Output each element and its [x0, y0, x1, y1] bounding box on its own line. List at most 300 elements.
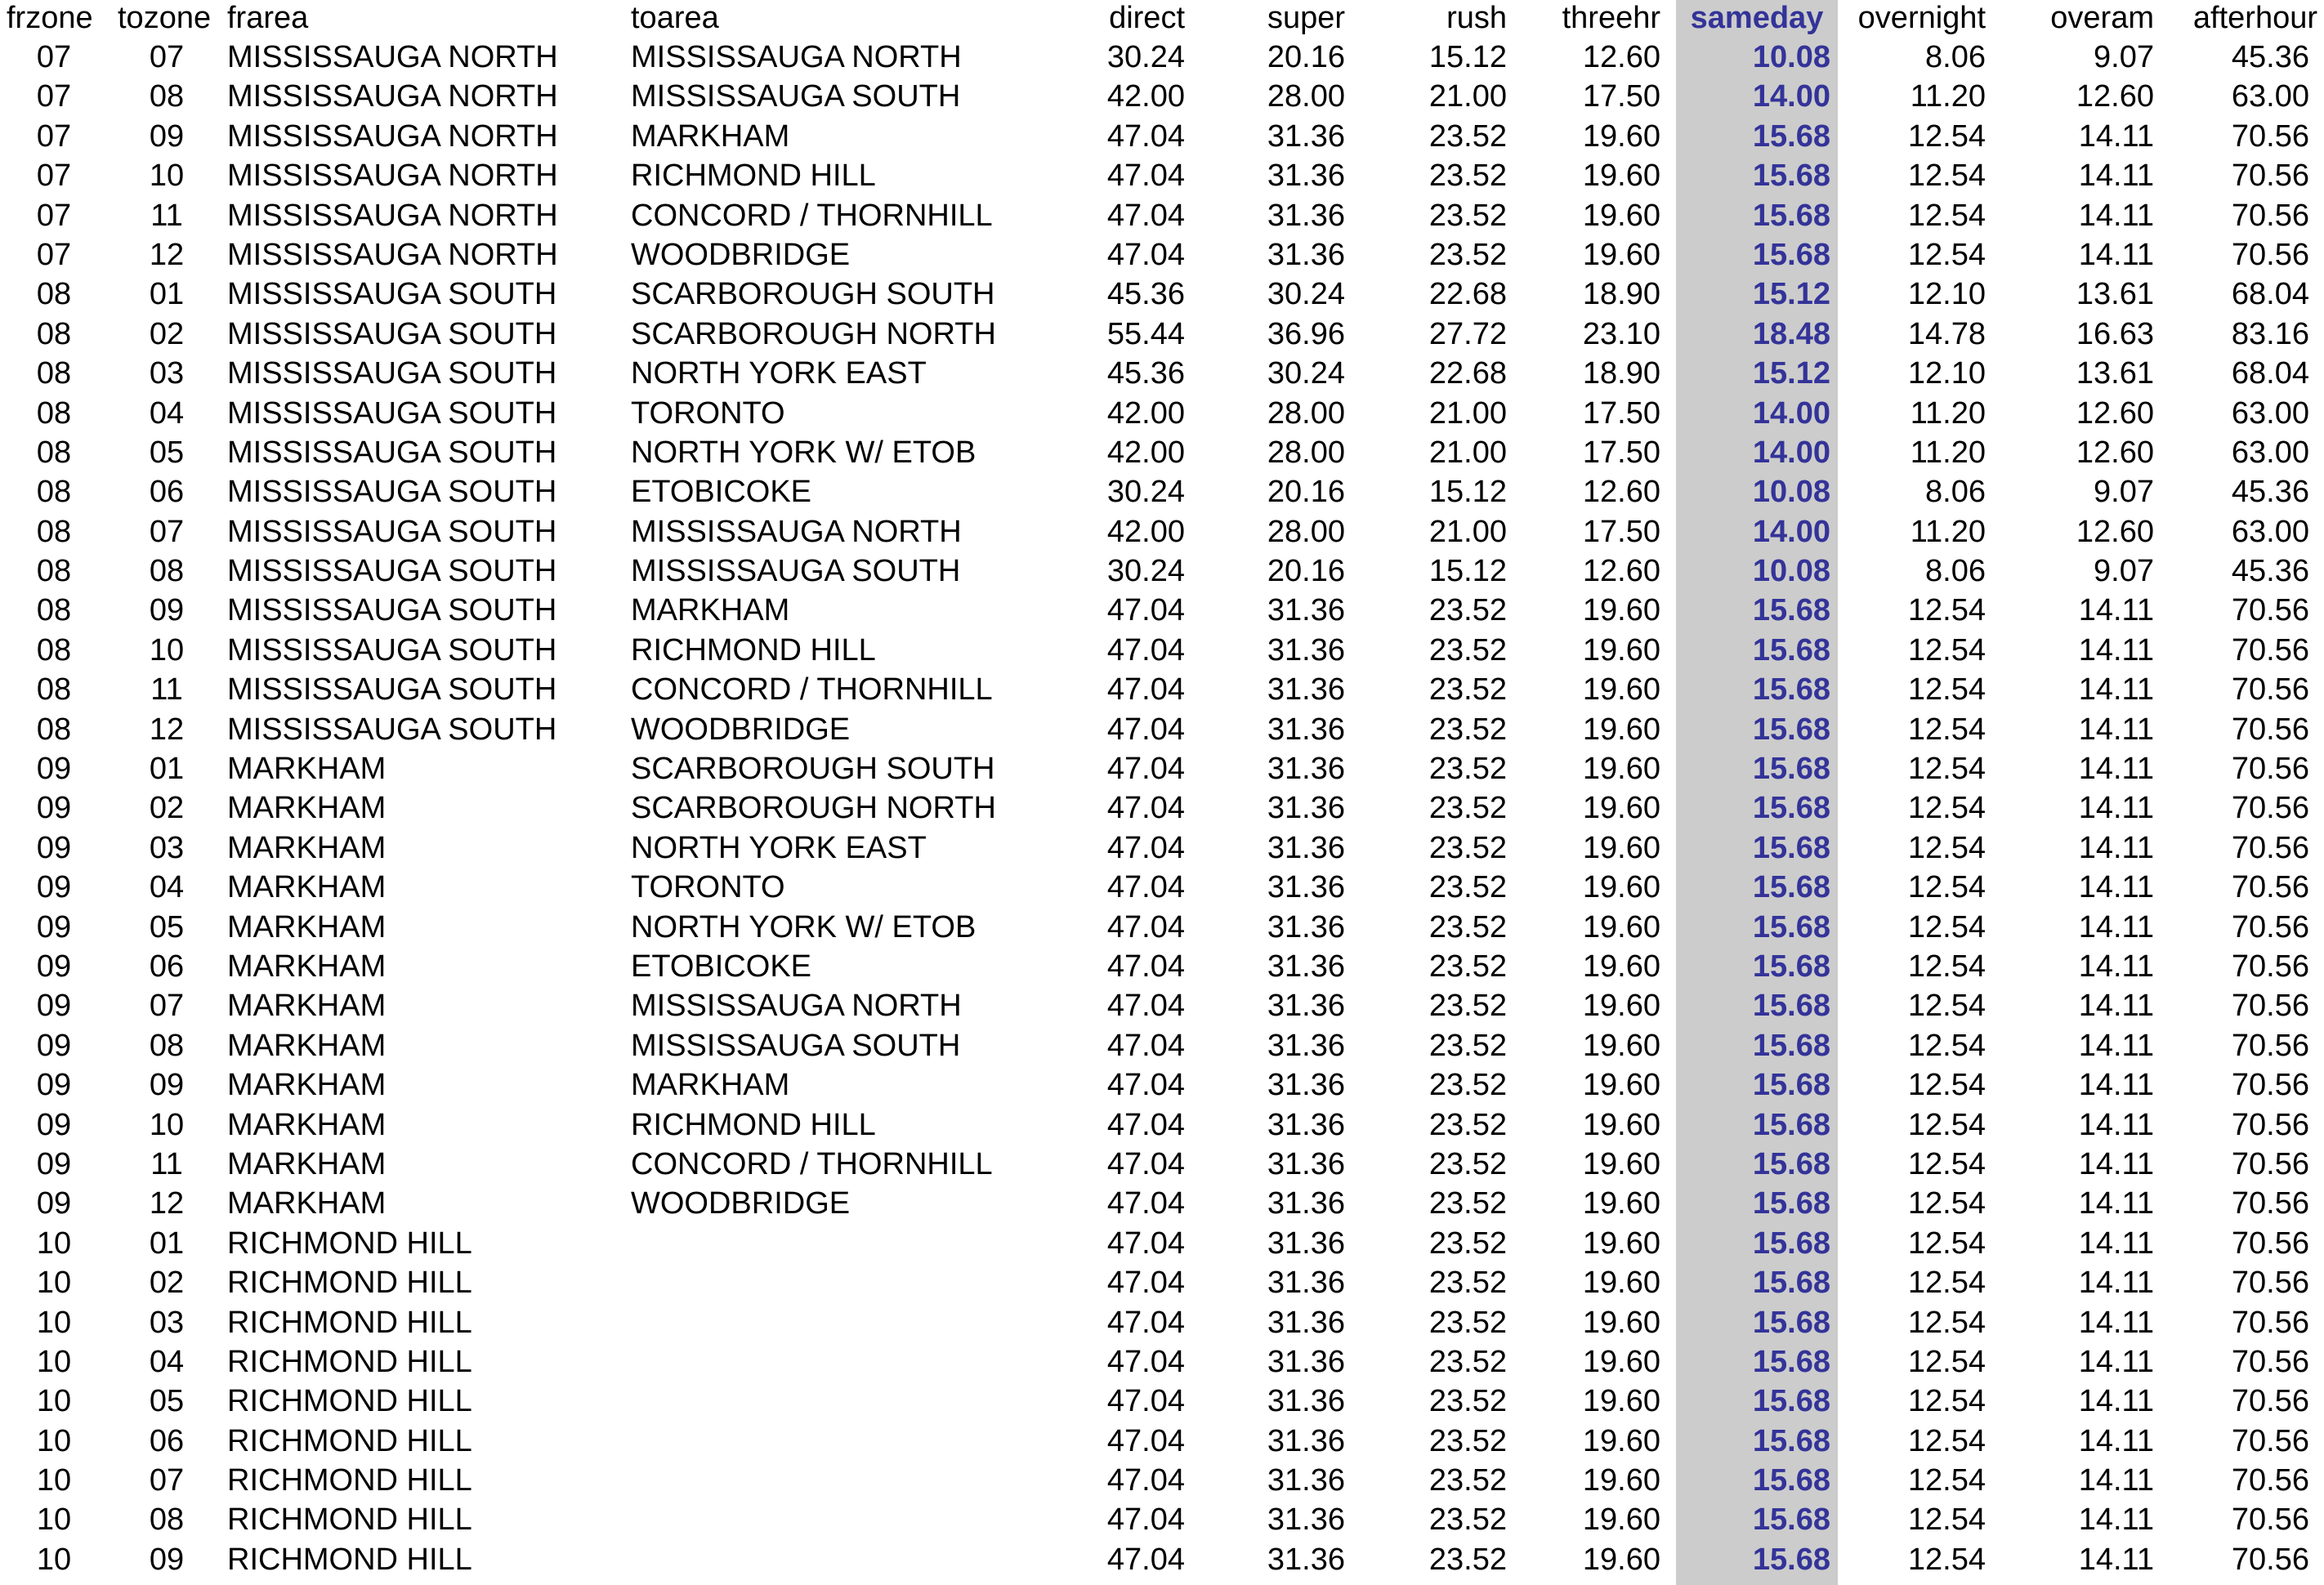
- cell-toarea[interactable]: [631, 1263, 1039, 1302]
- cell-direct[interactable]: 47.04: [1106, 1463, 1185, 1498]
- cell-overam[interactable]: 14.11: [2078, 672, 2154, 708]
- cell-rush[interactable]: 23.52: [1428, 1542, 1507, 1577]
- cell-overnight[interactable]: 12.54: [1907, 712, 1986, 747]
- cell-super[interactable]: 31.36: [1267, 1423, 1345, 1458]
- cell-frarea[interactable]: MISSISSAUGA NORTH: [227, 158, 558, 194]
- cell-super[interactable]: 31.36: [1267, 1502, 1345, 1538]
- cell-direct[interactable]: 47.04: [1106, 870, 1185, 905]
- cell-frarea[interactable]: MISSISSAUGA SOUTH: [227, 316, 557, 351]
- cell-sameday[interactable]: 15.68: [1752, 593, 1830, 628]
- cell-overam[interactable]: 14.11: [2078, 1107, 2154, 1142]
- cell-frarea[interactable]: RICHMOND HILL: [227, 1384, 472, 1419]
- cell-frzone[interactable]: 08: [36, 593, 72, 628]
- cell-rush[interactable]: 23.52: [1428, 1186, 1507, 1221]
- cell-afterhour[interactable]: 68.04: [2231, 277, 2309, 312]
- cell-toarea[interactable]: MISSISSAUGA NORTH: [631, 40, 962, 74]
- cell-frzone[interactable]: 10: [36, 1226, 72, 1261]
- cell-rush[interactable]: 23.52: [1428, 1305, 1507, 1340]
- cell-afterhour[interactable]: 45.36: [2231, 475, 2309, 510]
- cell-sameday[interactable]: 18.48: [1752, 316, 1830, 351]
- cell-super[interactable]: 31.36: [1267, 1226, 1345, 1261]
- cell-threehr[interactable]: 19.60: [1582, 1502, 1660, 1538]
- header-overnight[interactable]: overnight: [1857, 1, 1986, 35]
- cell-rush[interactable]: 21.00: [1428, 514, 1507, 549]
- cell-overam[interactable]: 14.11: [2078, 1542, 2154, 1577]
- cell-tozone[interactable]: 04: [149, 395, 185, 431]
- cell-frzone[interactable]: 09: [36, 1107, 72, 1142]
- cell-super[interactable]: 31.36: [1267, 1266, 1345, 1301]
- cell-tozone[interactable]: 07: [149, 1463, 185, 1498]
- cell-threehr[interactable]: 12.60: [1582, 40, 1660, 74]
- cell-toarea[interactable]: RICHMOND HILL: [631, 1107, 876, 1142]
- cell-tozone[interactable]: 01: [149, 752, 185, 787]
- cell-rush[interactable]: 23.52: [1428, 791, 1507, 826]
- cell-super[interactable]: 31.36: [1267, 1542, 1345, 1577]
- cell-overnight[interactable]: 12.54: [1907, 1384, 1986, 1419]
- cell-tozone[interactable]: 08: [149, 1028, 185, 1063]
- cell-frzone[interactable]: 07: [36, 158, 72, 194]
- cell-rush[interactable]: 21.00: [1428, 435, 1507, 470]
- cell-threehr[interactable]: 18.90: [1582, 277, 1660, 312]
- cell-toarea[interactable]: MISSISSAUGA SOUTH: [631, 79, 961, 114]
- cell-toarea[interactable]: NORTH YORK W/ ETOB: [631, 909, 977, 944]
- cell-overnight[interactable]: 12.54: [1907, 632, 1986, 667]
- cell-tozone[interactable]: 11: [150, 672, 183, 708]
- cell-sameday[interactable]: 15.68: [1752, 1502, 1830, 1538]
- header-rush[interactable]: rush: [1446, 1, 1507, 35]
- cell-tozone[interactable]: 07: [149, 514, 185, 549]
- cell-super[interactable]: 28.00: [1267, 435, 1345, 470]
- cell-sameday[interactable]: 15.68: [1752, 712, 1830, 747]
- cell-rush[interactable]: 23.52: [1428, 118, 1507, 154]
- cell-rush[interactable]: 23.52: [1428, 672, 1507, 708]
- cell-super[interactable]: 31.36: [1267, 1186, 1345, 1221]
- cell-direct[interactable]: 47.04: [1106, 1146, 1185, 1181]
- cell-toarea[interactable]: [631, 1500, 1039, 1539]
- cell-threehr[interactable]: 19.60: [1582, 752, 1660, 787]
- header-toarea[interactable]: toarea: [631, 1, 719, 35]
- cell-sameday[interactable]: 10.08: [1752, 475, 1830, 510]
- cell-sameday[interactable]: 14.00: [1752, 514, 1830, 549]
- cell-threehr[interactable]: 19.60: [1582, 1423, 1660, 1458]
- cell-super[interactable]: 31.36: [1267, 1107, 1345, 1142]
- cell-tozone[interactable]: 10: [149, 1107, 185, 1142]
- cell-direct[interactable]: 42.00: [1106, 79, 1185, 114]
- cell-frarea[interactable]: RICHMOND HILL: [227, 1226, 472, 1261]
- cell-threehr[interactable]: 17.50: [1582, 395, 1660, 431]
- cell-toarea[interactable]: SCARBOROUGH SOUTH: [631, 752, 995, 787]
- cell-frarea[interactable]: MARKHAM: [227, 1028, 387, 1063]
- cell-overnight[interactable]: 12.54: [1907, 1344, 1986, 1379]
- cell-overnight[interactable]: 12.10: [1907, 356, 1986, 391]
- cell-overnight[interactable]: 8.06: [1925, 554, 1986, 589]
- cell-toarea[interactable]: MARKHAM: [631, 118, 790, 154]
- cell-sameday[interactable]: 15.68: [1752, 1463, 1830, 1498]
- cell-super[interactable]: 31.36: [1267, 791, 1345, 826]
- cell-frarea[interactable]: MISSISSAUGA SOUTH: [227, 672, 557, 708]
- cell-sameday[interactable]: 15.68: [1752, 1107, 1830, 1142]
- cell-frzone[interactable]: 09: [36, 1146, 72, 1181]
- cell-threehr[interactable]: 23.10: [1582, 316, 1660, 351]
- cell-sameday[interactable]: 15.12: [1752, 356, 1830, 391]
- cell-frzone[interactable]: 10: [36, 1502, 72, 1538]
- cell-sameday[interactable]: 15.68: [1752, 1266, 1830, 1301]
- cell-tozone[interactable]: 06: [149, 1423, 185, 1458]
- cell-tozone[interactable]: 07: [149, 989, 185, 1024]
- cell-rush[interactable]: 23.52: [1428, 949, 1507, 984]
- cell-threehr[interactable]: 19.60: [1582, 237, 1660, 272]
- cell-afterhour[interactable]: 70.56: [2231, 1266, 2309, 1301]
- cell-rush[interactable]: 23.52: [1428, 593, 1507, 628]
- cell-sameday[interactable]: 15.68: [1752, 949, 1830, 984]
- cell-tozone[interactable]: 07: [149, 40, 185, 74]
- cell-afterhour[interactable]: 70.56: [2231, 909, 2309, 944]
- cell-overam[interactable]: 14.11: [2078, 830, 2154, 865]
- cell-frarea[interactable]: MARKHAM: [227, 989, 387, 1024]
- cell-tozone[interactable]: 04: [149, 1344, 185, 1379]
- cell-toarea[interactable]: ETOBICOKE: [631, 475, 812, 510]
- cell-afterhour[interactable]: 70.56: [2231, 1502, 2309, 1538]
- cell-tozone[interactable]: 11: [150, 1146, 183, 1181]
- cell-tozone[interactable]: 06: [149, 949, 185, 984]
- cell-overam[interactable]: 12.60: [2076, 395, 2154, 431]
- cell-toarea[interactable]: CONCORD / THORNHILL: [631, 1146, 993, 1181]
- cell-tozone[interactable]: 05: [149, 1384, 185, 1419]
- cell-rush[interactable]: 23.52: [1428, 237, 1507, 272]
- cell-overam[interactable]: 14.11: [2078, 593, 2154, 628]
- cell-rush[interactable]: 23.52: [1428, 752, 1507, 787]
- cell-sameday[interactable]: 15.68: [1752, 672, 1830, 708]
- cell-threehr[interactable]: 19.60: [1582, 593, 1660, 628]
- cell-afterhour[interactable]: 63.00: [2231, 514, 2309, 549]
- cell-toarea[interactable]: MISSISSAUGA SOUTH: [631, 554, 961, 589]
- cell-tozone[interactable]: 09: [149, 1068, 185, 1103]
- cell-toarea[interactable]: [631, 1382, 1039, 1421]
- cell-afterhour[interactable]: 63.00: [2231, 395, 2309, 431]
- cell-overnight[interactable]: 12.54: [1907, 830, 1986, 865]
- cell-tozone[interactable]: 12: [149, 1186, 185, 1221]
- cell-sameday[interactable]: 10.08: [1752, 40, 1830, 74]
- cell-afterhour[interactable]: 70.56: [2231, 593, 2309, 628]
- cell-frzone[interactable]: 09: [36, 949, 72, 984]
- cell-frarea[interactable]: MISSISSAUGA NORTH: [227, 79, 558, 114]
- cell-overnight[interactable]: 12.54: [1907, 118, 1986, 154]
- cell-threehr[interactable]: 19.60: [1582, 672, 1660, 708]
- cell-frzone[interactable]: 07: [36, 79, 72, 114]
- cell-direct[interactable]: 47.04: [1106, 1542, 1185, 1577]
- cell-sameday[interactable]: 15.68: [1752, 830, 1830, 865]
- cell-tozone[interactable]: 08: [149, 1502, 185, 1538]
- cell-direct[interactable]: 47.04: [1106, 198, 1185, 233]
- cell-overnight[interactable]: 12.54: [1907, 1068, 1986, 1103]
- cell-frarea[interactable]: MISSISSAUGA NORTH: [227, 237, 558, 272]
- cell-tozone[interactable]: 02: [149, 791, 185, 826]
- cell-overnight[interactable]: 12.54: [1907, 158, 1986, 194]
- cell-overnight[interactable]: 12.54: [1907, 1266, 1986, 1301]
- cell-overam[interactable]: 14.11: [2078, 1226, 2154, 1261]
- header-direct[interactable]: direct: [1109, 1, 1185, 35]
- cell-overnight[interactable]: 12.54: [1907, 198, 1986, 233]
- cell-frzone[interactable]: 07: [36, 198, 72, 233]
- cell-frarea[interactable]: MISSISSAUGA SOUTH: [227, 514, 557, 549]
- cell-frarea[interactable]: MARKHAM: [227, 870, 387, 905]
- cell-frarea[interactable]: MISSISSAUGA NORTH: [227, 118, 558, 154]
- cell-afterhour[interactable]: 70.56: [2231, 949, 2309, 984]
- cell-super[interactable]: 31.36: [1267, 989, 1345, 1024]
- cell-overnight[interactable]: 12.10: [1907, 277, 1986, 312]
- cell-sameday[interactable]: 15.68: [1752, 198, 1830, 233]
- cell-super[interactable]: 31.36: [1267, 1384, 1345, 1419]
- cell-toarea[interactable]: WOODBRIDGE: [631, 237, 851, 272]
- header-tozone[interactable]: tozone: [118, 1, 212, 35]
- cell-sameday[interactable]: 15.68: [1752, 989, 1830, 1024]
- cell-rush[interactable]: 22.68: [1428, 356, 1507, 391]
- cell-frzone[interactable]: 08: [36, 395, 72, 431]
- cell-frzone[interactable]: 10: [36, 1384, 72, 1419]
- cell-afterhour[interactable]: 63.00: [2231, 435, 2309, 470]
- cell-super[interactable]: 31.36: [1267, 1028, 1345, 1063]
- cell-super[interactable]: 31.36: [1267, 712, 1345, 747]
- cell-overam[interactable]: 14.11: [2078, 870, 2154, 905]
- cell-super[interactable]: 31.36: [1267, 1305, 1345, 1340]
- cell-sameday[interactable]: 15.68: [1752, 1028, 1830, 1063]
- cell-overnight[interactable]: 12.54: [1907, 791, 1986, 826]
- cell-sameday[interactable]: 15.68: [1752, 158, 1830, 194]
- cell-frzone[interactable]: 09: [36, 791, 72, 826]
- cell-sameday[interactable]: 15.68: [1752, 1186, 1830, 1221]
- cell-super[interactable]: 31.36: [1267, 672, 1345, 708]
- cell-overam[interactable]: 9.07: [2094, 40, 2154, 74]
- cell-threehr[interactable]: 19.60: [1582, 1068, 1660, 1103]
- cell-overnight[interactable]: 11.20: [1910, 395, 1986, 431]
- cell-toarea[interactable]: CONCORD / THORNHILL: [631, 672, 993, 708]
- cell-tozone[interactable]: 03: [149, 1305, 185, 1340]
- cell-threehr[interactable]: 17.50: [1582, 79, 1660, 114]
- cell-tozone[interactable]: 10: [149, 158, 185, 194]
- cell-frarea[interactable]: MARKHAM: [227, 949, 387, 984]
- cell-rush[interactable]: 23.52: [1428, 1146, 1507, 1181]
- cell-toarea[interactable]: WOODBRIDGE: [631, 712, 851, 747]
- cell-direct[interactable]: 47.04: [1106, 909, 1185, 944]
- cell-toarea[interactable]: NORTH YORK EAST: [631, 830, 927, 865]
- cell-frarea[interactable]: RICHMOND HILL: [227, 1542, 472, 1577]
- cell-direct[interactable]: 47.04: [1106, 1344, 1185, 1379]
- cell-afterhour[interactable]: 70.56: [2231, 989, 2309, 1024]
- cell-toarea[interactable]: MISSISSAUGA NORTH: [631, 989, 962, 1024]
- cell-direct[interactable]: 45.36: [1106, 356, 1185, 391]
- cell-threehr[interactable]: 17.50: [1582, 514, 1660, 549]
- header-threehr[interactable]: threehr: [1562, 1, 1660, 35]
- cell-overnight[interactable]: 12.54: [1907, 1463, 1986, 1498]
- cell-frarea[interactable]: MARKHAM: [227, 1068, 387, 1103]
- cell-overnight[interactable]: 12.54: [1907, 1028, 1986, 1063]
- cell-super[interactable]: 31.36: [1267, 830, 1345, 865]
- cell-direct[interactable]: 47.04: [1106, 593, 1185, 628]
- cell-threehr[interactable]: 19.60: [1582, 1344, 1660, 1379]
- cell-rush[interactable]: 23.52: [1428, 1107, 1507, 1142]
- cell-overam[interactable]: 14.11: [2078, 949, 2154, 984]
- cell-sameday[interactable]: 15.68: [1752, 791, 1830, 826]
- cell-overam[interactable]: 14.11: [2078, 1146, 2154, 1181]
- cell-overam[interactable]: 14.11: [2078, 1344, 2154, 1379]
- cell-frarea[interactable]: MARKHAM: [227, 1146, 387, 1181]
- cell-tozone[interactable]: 01: [149, 1226, 185, 1261]
- cell-super[interactable]: 28.00: [1267, 514, 1345, 549]
- cell-frzone[interactable]: 08: [36, 356, 72, 391]
- cell-threehr[interactable]: 19.60: [1582, 1463, 1660, 1498]
- cell-tozone[interactable]: 11: [150, 198, 183, 233]
- cell-threehr[interactable]: 19.60: [1582, 1384, 1660, 1419]
- cell-direct[interactable]: 47.04: [1106, 1186, 1185, 1221]
- cell-frarea[interactable]: MISSISSAUGA SOUTH: [227, 632, 557, 667]
- cell-afterhour[interactable]: 70.56: [2231, 118, 2309, 154]
- cell-direct[interactable]: 47.04: [1106, 1107, 1185, 1142]
- header-frzone[interactable]: frzone: [7, 1, 93, 35]
- cell-sameday[interactable]: 15.68: [1752, 1146, 1830, 1181]
- cell-threehr[interactable]: 19.60: [1582, 158, 1660, 194]
- cell-frarea[interactable]: MARKHAM: [227, 791, 387, 826]
- cell-toarea[interactable]: MARKHAM: [631, 1068, 790, 1103]
- cell-threehr[interactable]: 18.90: [1582, 356, 1660, 391]
- cell-overam[interactable]: 14.11: [2078, 237, 2154, 272]
- cell-sameday[interactable]: 15.68: [1752, 870, 1830, 905]
- cell-frzone[interactable]: 08: [36, 514, 72, 549]
- cell-frzone[interactable]: 08: [36, 712, 72, 747]
- cell-overam[interactable]: 9.07: [2094, 554, 2154, 589]
- cell-threehr[interactable]: 19.60: [1582, 1226, 1660, 1261]
- cell-direct[interactable]: 30.24: [1106, 554, 1185, 589]
- cell-toarea[interactable]: NORTH YORK W/ ETOB: [631, 435, 977, 470]
- cell-overnight[interactable]: 11.20: [1910, 79, 1986, 114]
- cell-overnight[interactable]: 12.54: [1907, 593, 1986, 628]
- cell-threehr[interactable]: 19.60: [1582, 632, 1660, 667]
- cell-rush[interactable]: 27.72: [1428, 316, 1507, 351]
- cell-toarea[interactable]: SCARBOROUGH SOUTH: [631, 277, 995, 312]
- cell-overnight[interactable]: 12.54: [1907, 1305, 1986, 1340]
- cell-sameday[interactable]: 15.68: [1752, 1305, 1830, 1340]
- cell-frzone[interactable]: 09: [36, 909, 72, 944]
- cell-direct[interactable]: 42.00: [1106, 395, 1185, 431]
- cell-frarea[interactable]: RICHMOND HILL: [227, 1423, 472, 1458]
- cell-rush[interactable]: 23.52: [1428, 1463, 1507, 1498]
- cell-direct[interactable]: 47.04: [1106, 830, 1185, 865]
- cell-direct[interactable]: 30.24: [1106, 40, 1185, 74]
- cell-rush[interactable]: 23.52: [1428, 1344, 1507, 1379]
- cell-super[interactable]: 31.36: [1267, 949, 1345, 984]
- cell-overam[interactable]: 12.60: [2076, 79, 2154, 114]
- cell-threehr[interactable]: 19.60: [1582, 712, 1660, 747]
- cell-super[interactable]: 31.36: [1267, 1463, 1345, 1498]
- cell-frzone[interactable]: 09: [36, 870, 72, 905]
- cell-toarea[interactable]: CONCORD / THORNHILL: [631, 198, 993, 233]
- cell-threehr[interactable]: 12.60: [1582, 554, 1660, 589]
- cell-afterhour[interactable]: 45.36: [2231, 40, 2309, 74]
- cell-overnight[interactable]: 8.06: [1925, 40, 1986, 74]
- cell-overnight[interactable]: 12.54: [1907, 1146, 1986, 1181]
- cell-rush[interactable]: 23.52: [1428, 1068, 1507, 1103]
- cell-super[interactable]: 31.36: [1267, 870, 1345, 905]
- cell-frarea[interactable]: MARKHAM: [227, 752, 387, 787]
- cell-super[interactable]: 31.36: [1267, 237, 1345, 272]
- cell-rush[interactable]: 23.52: [1428, 1423, 1507, 1458]
- cell-afterhour[interactable]: 70.56: [2231, 672, 2309, 708]
- cell-overam[interactable]: 14.11: [2078, 158, 2154, 194]
- cell-frzone[interactable]: 09: [36, 989, 72, 1024]
- cell-overam[interactable]: 14.11: [2078, 752, 2154, 787]
- cell-super[interactable]: 28.00: [1267, 395, 1345, 431]
- cell-rush[interactable]: 23.52: [1428, 1028, 1507, 1063]
- header-sameday[interactable]: sameday: [1690, 1, 1824, 35]
- cell-rush[interactable]: 23.52: [1428, 989, 1507, 1024]
- cell-toarea[interactable]: RICHMOND HILL: [631, 632, 876, 667]
- cell-afterhour[interactable]: 45.36: [2231, 554, 2309, 589]
- cell-threehr[interactable]: 19.60: [1582, 949, 1660, 984]
- cell-afterhour[interactable]: 70.56: [2231, 830, 2309, 865]
- cell-sameday[interactable]: 15.68: [1752, 1068, 1830, 1103]
- cell-overnight[interactable]: 12.54: [1907, 909, 1986, 944]
- cell-frzone[interactable]: 10: [36, 1463, 72, 1498]
- cell-threehr[interactable]: 19.60: [1582, 1266, 1660, 1301]
- cell-overnight[interactable]: 14.78: [1907, 316, 1986, 351]
- cell-tozone[interactable]: 10: [149, 632, 185, 667]
- cell-afterhour[interactable]: 70.56: [2231, 1344, 2309, 1379]
- cell-overam[interactable]: 14.11: [2078, 1186, 2154, 1221]
- cell-tozone[interactable]: 05: [149, 435, 185, 470]
- cell-frarea[interactable]: MISSISSAUGA SOUTH: [227, 277, 557, 312]
- cell-frzone[interactable]: 08: [36, 316, 72, 351]
- cell-overnight[interactable]: 11.20: [1910, 435, 1986, 470]
- cell-tozone[interactable]: 04: [149, 870, 185, 905]
- cell-afterhour[interactable]: 70.56: [2231, 237, 2309, 272]
- cell-overam[interactable]: 14.11: [2078, 909, 2154, 944]
- cell-sameday[interactable]: 14.00: [1752, 435, 1830, 470]
- cell-tozone[interactable]: 05: [149, 909, 185, 944]
- cell-overam[interactable]: 16.63: [2076, 316, 2154, 351]
- cell-afterhour[interactable]: 70.56: [2231, 1423, 2309, 1458]
- cell-afterhour[interactable]: 70.56: [2231, 752, 2309, 787]
- cell-overam[interactable]: 14.11: [2078, 989, 2154, 1024]
- header-overam[interactable]: overam: [2050, 1, 2154, 35]
- cell-super[interactable]: 31.36: [1267, 632, 1345, 667]
- cell-super[interactable]: 31.36: [1267, 593, 1345, 628]
- cell-frzone[interactable]: 07: [36, 40, 72, 74]
- cell-threehr[interactable]: 19.60: [1582, 1305, 1660, 1340]
- cell-overam[interactable]: 14.11: [2078, 1502, 2154, 1538]
- cell-frzone[interactable]: 07: [36, 118, 72, 154]
- cell-direct[interactable]: 47.04: [1106, 1423, 1185, 1458]
- cell-direct[interactable]: 47.04: [1106, 1266, 1185, 1301]
- cell-overam[interactable]: 14.11: [2078, 1423, 2154, 1458]
- cell-frarea[interactable]: MISSISSAUGA SOUTH: [227, 475, 557, 510]
- cell-direct[interactable]: 55.44: [1106, 316, 1185, 351]
- cell-rush[interactable]: 23.52: [1428, 1502, 1507, 1538]
- cell-super[interactable]: 31.36: [1267, 198, 1345, 233]
- cell-overnight[interactable]: 12.54: [1907, 1423, 1986, 1458]
- cell-super[interactable]: 31.36: [1267, 1146, 1345, 1181]
- cell-overam[interactable]: 14.11: [2078, 1305, 2154, 1340]
- cell-overam[interactable]: 14.11: [2078, 632, 2154, 667]
- cell-threehr[interactable]: 19.60: [1582, 1028, 1660, 1063]
- cell-overnight[interactable]: 12.54: [1907, 672, 1986, 708]
- cell-overnight[interactable]: 12.54: [1907, 870, 1986, 905]
- cell-frarea[interactable]: MARKHAM: [227, 830, 387, 865]
- cell-frzone[interactable]: 10: [36, 1344, 72, 1379]
- cell-direct[interactable]: 47.04: [1106, 632, 1185, 667]
- cell-super[interactable]: 30.24: [1267, 277, 1345, 312]
- cell-afterhour[interactable]: 70.56: [2231, 1028, 2309, 1063]
- cell-tozone[interactable]: 09: [149, 118, 185, 154]
- cell-super[interactable]: 31.36: [1267, 158, 1345, 194]
